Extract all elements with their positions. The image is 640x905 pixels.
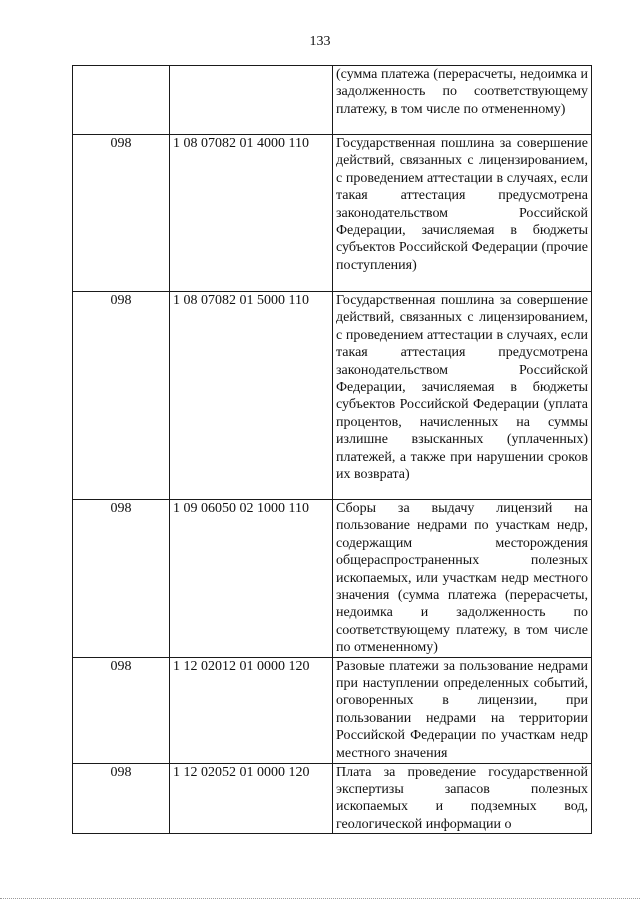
income-description-text: (сумма платежа (перерасчеты, недоимка и задолженность по соответствующему платежу, в том числе по отмененному): [336, 67, 588, 117]
income-description-cell: [333, 292, 592, 500]
income-description-cell: [333, 135, 592, 292]
budget-classification-code-cell: 1 08 07082 01 5000 110: [170, 292, 333, 500]
admin-code-cell: 098: [73, 500, 170, 658]
admin-code-cell: 098: [73, 292, 170, 500]
admin-code-cell: 098: [73, 763, 170, 834]
income-description-text: Сборы за выдачу лицензий на пользование недрами по участкам недр, содержащим месторождения общераспространенных полезных ископаемых, или участкам недр местного значения (сумма платежа (перерасчеты, недоимка и задолженность по соответствующему платежу, в том числе по отмененному): [336, 501, 588, 656]
income-description-cell: [333, 500, 592, 658]
budget-classification-code-cell: 1 08 07082 01 4000 110: [170, 135, 333, 292]
budget-classification-code-cell: 1 12 02052 01 0000 120: [170, 763, 333, 834]
budget-classification-code-cell: [170, 66, 333, 135]
table-row: [73, 500, 592, 658]
income-description-cell: [333, 66, 592, 135]
page-number: 133: [309, 34, 331, 49]
table-row: [73, 763, 592, 834]
table-row: [73, 292, 592, 500]
budget-codes-table: [72, 65, 592, 834]
admin-code-cell: 098: [73, 657, 170, 763]
income-description-text: Плата за проведение государственной экспертизы запасов полезных ископаемых и подземных вод, геологической информации о: [336, 764, 588, 832]
income-description-text: Государственная пошлина за совершение действий, связанных с лицензированием, с проведением аттестации в случаях, если такая аттестация предусмотрена законодательством Российской Федерации, зачисляемая в бюджеты субъектов Российской Федерации (уплата процентов, начисленных на суммы излишне взысканных (уплаченных) платежей, а также при нарушении сроков их возврата): [336, 293, 588, 483]
income-description-text: Государственная пошлина за совершение действий, связанных с лицензированием, с проведением аттестации в случаях, если такая аттестация предусмотрена законодательством Российской Федерации, зачисляемая в бюджеты субъектов Российской Федерации (прочие поступления): [336, 136, 588, 273]
admin-code-cell: 098: [73, 135, 170, 292]
income-description-cell: [333, 657, 592, 763]
table-row: [73, 135, 592, 292]
income-description-cell: [333, 763, 592, 834]
table-row: [73, 657, 592, 763]
budget-classification-code-cell: 1 12 02012 01 0000 120: [170, 657, 333, 763]
table-row: [73, 66, 592, 135]
admin-code-cell: [73, 66, 170, 135]
budget-classification-code-cell: 1 09 06050 02 1000 110: [170, 500, 333, 658]
scan-edge-line: [0, 898, 640, 899]
income-description-text: Разовые платежи за пользование недрами при наступлении определенных событий, оговоренных в лицензии, при пользовании недрами на территории Российской Федерации по участкам недр местного значения: [336, 658, 588, 761]
